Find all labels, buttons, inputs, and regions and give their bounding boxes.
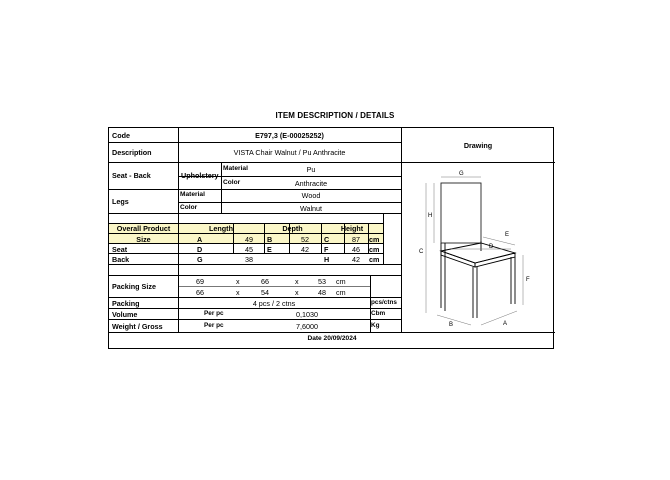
packing-row2-x2: x [295,288,299,297]
back-unit: cm [369,255,380,264]
date-label: Date 20/09/2024 [307,335,357,342]
legs-material-value: Wood [301,191,321,200]
legs-color-value: Walnut [299,204,323,213]
packing-label: Packing [112,299,140,308]
code-value: E797,3 (E-00025252) [255,131,324,140]
overall-length-value: 49 [245,235,253,244]
volume-per: Per pc [204,310,224,317]
seat-depth-letter: E [267,245,272,254]
packing-row2-c: 48 [318,288,326,297]
dim-label-f: F [526,277,530,283]
seat-label: Seat [112,245,128,254]
packing-row1-unit: cm [336,277,346,286]
overall-size-label-2: Size [136,235,151,244]
seat-back-color-value: Anthracite [294,179,328,188]
seat-height-value: 46 [352,245,360,254]
seat-height-letter: F [324,245,329,254]
seat-back-material-label: Material [223,165,248,172]
upholstery-label: Upholstery [181,171,219,180]
packing-row1-c: 53 [318,277,326,286]
seat-length-letter: D [197,245,203,254]
seat-depth-value: 42 [301,245,309,254]
back-length-value: 38 [245,255,253,264]
dim-label-c: C [419,249,424,255]
seat-back-color-label: Color [223,179,241,186]
back-label: Back [112,255,130,264]
back-height-letter: H [324,255,330,264]
overall-unit: cm [369,235,380,244]
volume-unit: Cbm [371,310,386,317]
volume-value: 0,1030 [296,310,318,319]
overall-height-letter: C [324,235,330,244]
packing-row2-x1: x [236,288,240,297]
dim-label-d: D [489,244,494,250]
depth-header: Depth [282,224,303,233]
code-label: Code [112,131,130,140]
packing-row1-b: 66 [261,277,269,286]
description-value: VISTA Chair Walnut / Pu Anthracite [233,148,346,157]
back-height-value: 42 [352,255,360,264]
packing-row1-x1: x [236,277,240,286]
weight-value: 7,6000 [296,322,318,331]
seat-unit: cm [369,245,380,254]
dim-label-g: G [459,171,464,177]
height-header: Height [340,224,364,233]
document-title: ITEM DESCRIPTION / DETAILS [275,111,395,120]
overall-depth-letter: B [267,235,273,244]
overall-height-value: 87 [352,235,360,244]
legs-material-label: Material [180,191,205,198]
dim-label-e: E [505,232,510,238]
overall-length-letter: A [197,235,203,244]
item-details-sheet [108,127,554,349]
packing-unit: pcs/ctns [371,299,397,306]
legs-label: Legs [112,197,129,206]
packing-row1-x2: x [295,277,299,286]
packing-row2-a: 66 [196,288,204,297]
weight-unit: Kg [371,322,380,329]
dim-label-h: H [428,213,433,219]
weight-per: Per pc [204,322,224,329]
dim-label-a: A [503,321,508,327]
packing-value: 4 pcs / 2 ctns [252,299,296,308]
overall-size-label-1: Overall Product [116,224,171,233]
description-label: Description [112,148,152,157]
seat-back-material-value: Pu [306,165,316,174]
packing-size-label: Packing Size [112,282,156,291]
overall-depth-value: 52 [301,235,309,244]
weight-label: Weight / Gross [112,322,163,331]
length-header: Length [209,224,233,233]
packing-row2-b: 54 [261,288,269,297]
seat-length-value: 45 [245,245,253,254]
dim-label-b: B [449,322,454,328]
chair-drawing [401,163,551,338]
volume-label: Volume [112,310,138,319]
seat-back-label: Seat - Back [112,171,151,180]
packing-row1-a: 69 [196,277,204,286]
legs-color-label: Color [180,204,198,211]
drawing-title: Drawing [463,141,493,150]
back-length-letter: G [197,255,203,264]
packing-row2-unit: cm [336,288,346,297]
